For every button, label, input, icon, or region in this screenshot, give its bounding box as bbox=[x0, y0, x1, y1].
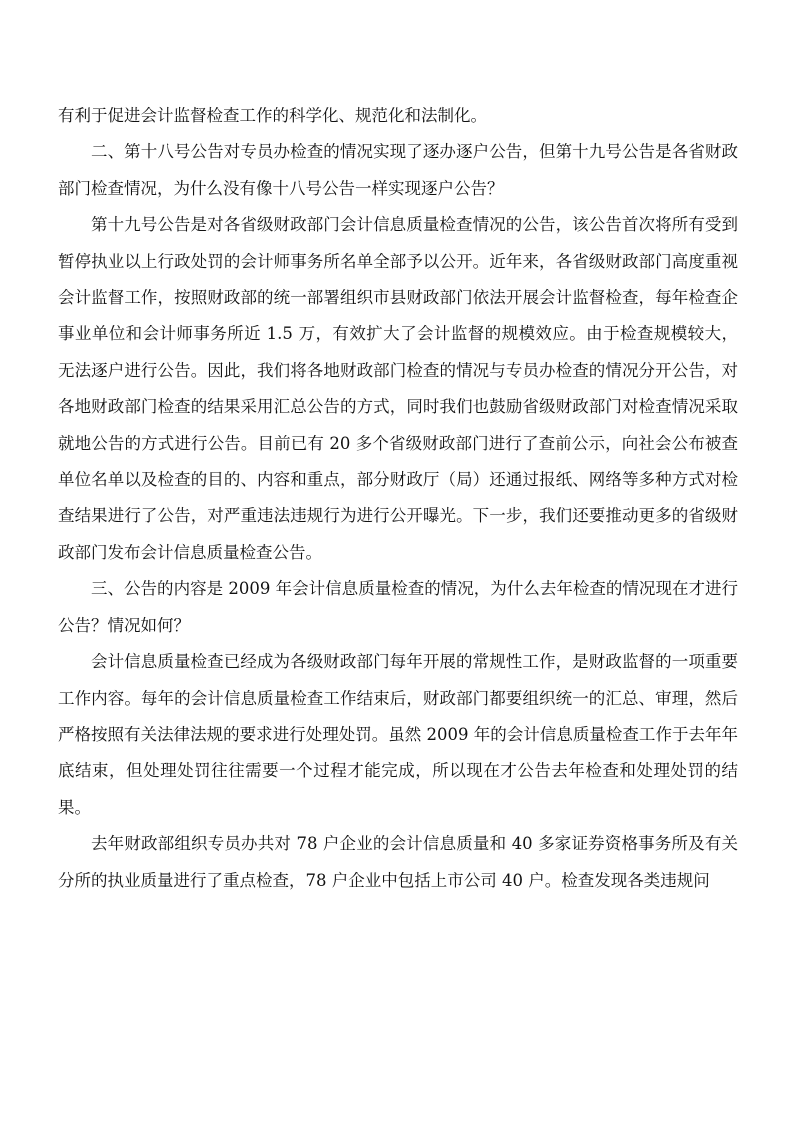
paragraph-continuation: 有利于促进会计监督检查工作的科学化、规范化和法制化。 bbox=[58, 106, 487, 125]
question-two-heading: 二、第十八号公告对专员办检查的情况实现了逐办逐户公告，但第十九号公告是各省财政部门检查情况，为什么没有像十八号公告一样实现逐户公告？ bbox=[58, 142, 738, 198]
question-three-heading: 三、公告的内容是 2009 年会计信息质量检查的情况，为什么去年检查的情况现在才进行公告？情况如何？ bbox=[58, 579, 738, 635]
inspection-results-paragraph: 去年财政部组织专员办共对 78 户企业的会计信息质量和 40 多家证券资格事务所及有关分所的执业质量进行了重点检查，78 户企业中包括上市公司 40 户。检查发现各类违规问 bbox=[58, 834, 738, 890]
answer-two-paragraph: 第十九号公告是对各省级财政部门会计信息质量检查情况的公告，该公告首次将所有受到暂停执业以上行政处罚的会计师事务所名单全部予以公开。近年来，各省级财政部门高度重视会计监督工作，按照财政部的统一部署组织市县财政部门依法开展会计监督检查，每年检查企事业单位和会计师事务所近 1.5 万，有效扩大了会计监督的规模效应。由于检查规模较大，无法逐户进行公告。因此，我们将各地财政部门检查的情况与专员办检查的情况分开公告，对各地财政部门检查的结果采用汇总公告的方式，同时我们也鼓励省级财政部门对检查情况采取就地公告的方式进行公告。目前已有 20 多个省级财政部门进行了查前公示，向社会公布被查单位名单以及检查的目的、内容和重点，部分财政厅（局）还通过报纸、网络等多种方式对检查结果进行了公告，对严重违法违规行为进行公开曝光。下一步，我们还要推动更多的省级财政部门发布会计信息质量检查公告。 bbox=[58, 215, 738, 562]
answer-three-paragraph: 会计信息质量检查已经成为各级财政部门每年开展的常规性工作，是财政监督的一项重要工作内容。每年的会计信息质量检查工作结束后，财政部门都要组织统一的汇总、审理，然后严格按照有关法律法规的要求进行处理处罚。虽然 2009 年的会计信息质量检查工作于去年年底结束，但处理处罚往往需要一个过程才能完成，所以现在才公告去年检查和处理处罚的结果。 bbox=[58, 652, 738, 817]
document-body bbox=[58, 98, 738, 899]
